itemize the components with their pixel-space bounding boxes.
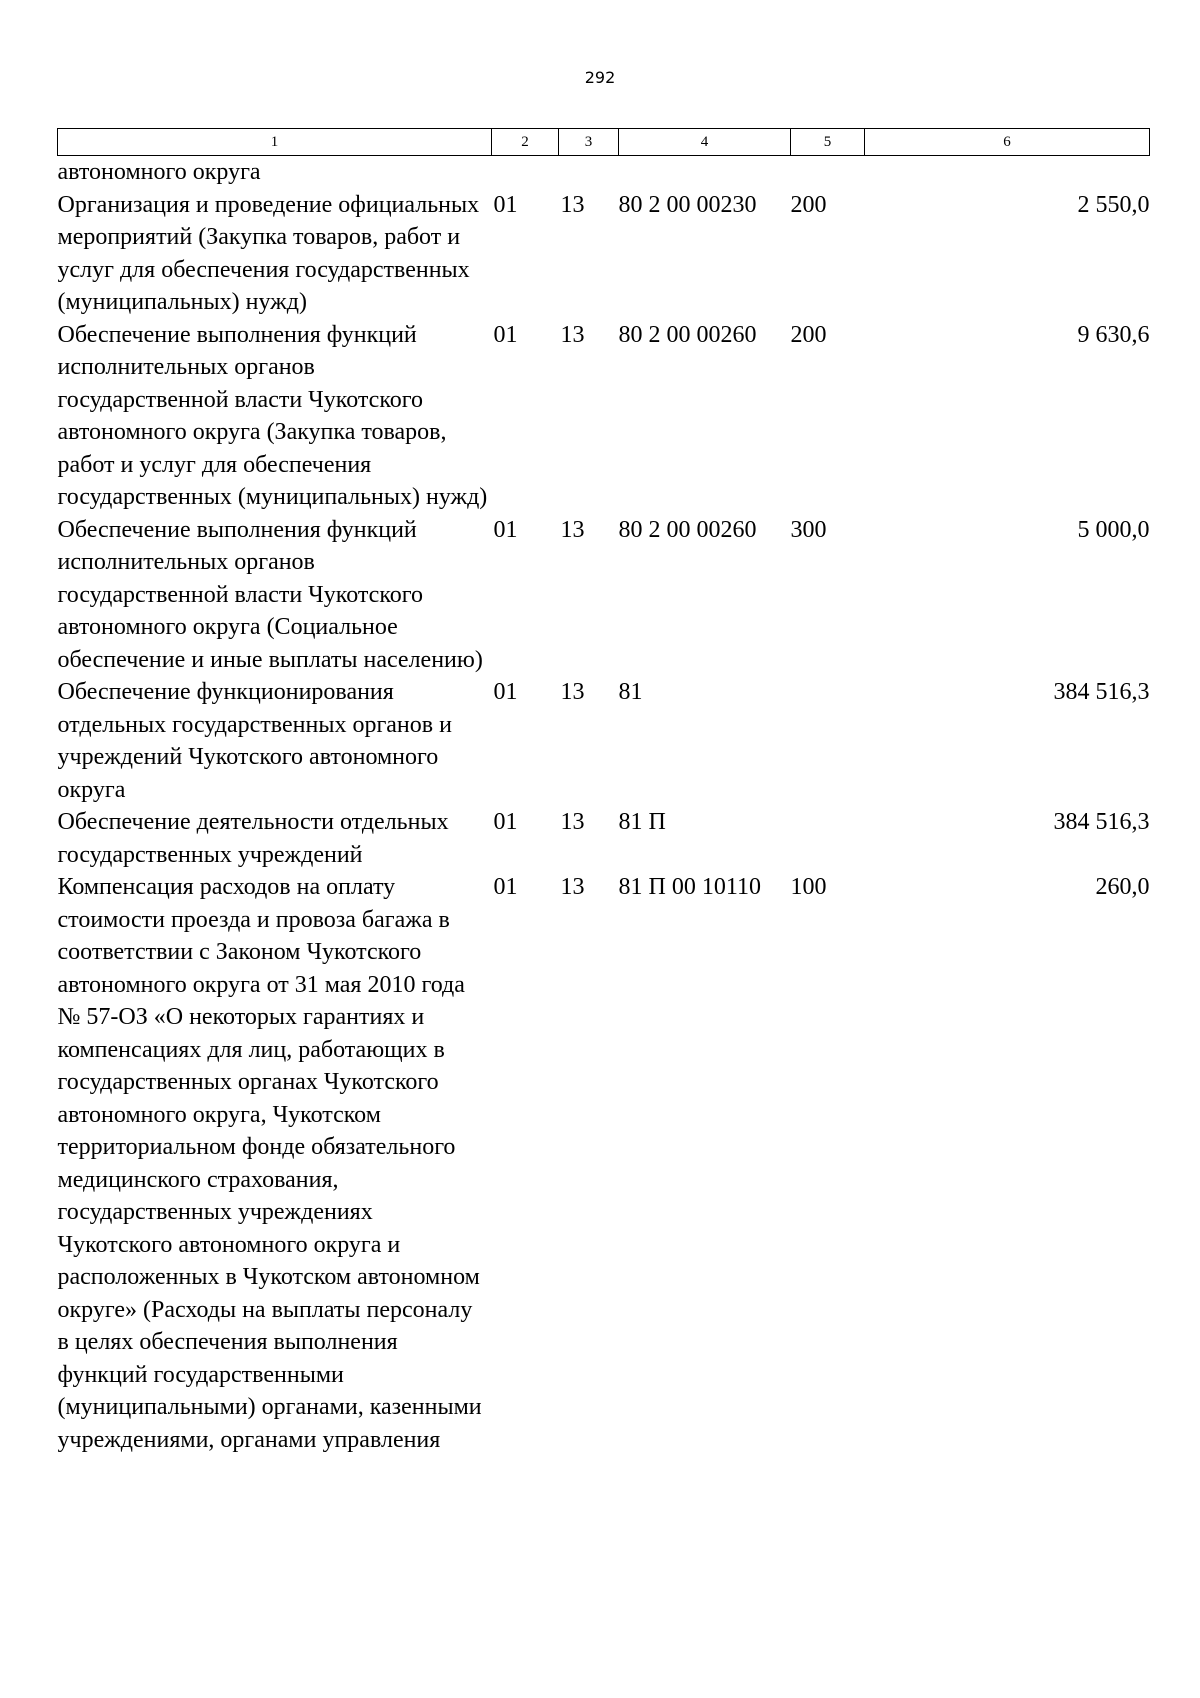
row-subsection: 13 [560, 874, 585, 900]
table-row [58, 189, 1150, 319]
row-target-article [619, 156, 791, 189]
row-amount: 384 516,3 [1053, 809, 1150, 835]
row-amount: 5 000,0 [1077, 516, 1150, 543]
table-header-row [58, 129, 1150, 156]
row-section [492, 156, 559, 189]
budget-table [57, 128, 1150, 1456]
row-name: Обеспечение выполнения функций исполнительных органов государственной власти Чукотского автономного округа (Социальное обеспечение и иные выплаты населению) [57, 516, 483, 673]
column-header-6: 6 [865, 129, 1150, 156]
row-subsection [559, 156, 619, 189]
row-expense-type: 200 [790, 321, 827, 348]
row-name: автономного округа [57, 159, 261, 185]
row-target-article: 80 2 00 00230 [618, 191, 757, 218]
column-header-5: 5 [791, 129, 865, 156]
row-subsection: 13 [560, 191, 585, 218]
table-row [58, 806, 1150, 871]
row-expense-type: 100 [790, 874, 827, 900]
row-subsection: 13 [560, 516, 585, 543]
row-expense-type [791, 806, 865, 871]
table-row [58, 676, 1150, 806]
row-amount: 9 630,6 [1077, 321, 1150, 348]
row-target-article: 81 П [618, 809, 666, 835]
row-target-article: 80 2 00 00260 [618, 321, 757, 348]
row-section: 01 [493, 191, 518, 218]
row-name: Организация и проведение официальных мероприятий (Закупка товаров, работ и услуг для обеспечения государственных (муниципальных) нужд) [57, 191, 480, 315]
row-section: 01 [493, 679, 518, 705]
row-target-article: 81 [618, 679, 643, 705]
page-number: 292 [584, 68, 616, 87]
row-name: Обеспечение функционирования отдельных государственных органов и учреждений Чукотского автономного округа [57, 679, 452, 803]
row-expense-type [791, 676, 865, 806]
row-amount: 260,0 [1095, 874, 1150, 900]
row-target-article: 81 П 00 10110 [618, 874, 761, 900]
row-section: 01 [493, 809, 518, 835]
row-amount [865, 156, 1150, 189]
row-section: 01 [493, 874, 518, 900]
column-header-3: 3 [559, 129, 619, 156]
row-section: 01 [493, 321, 518, 348]
row-subsection: 13 [560, 679, 585, 705]
row-expense-type: 200 [790, 191, 827, 218]
row-subsection: 13 [560, 809, 585, 835]
row-amount: 384 516,3 [1053, 679, 1150, 705]
column-header-1: 1 [58, 129, 492, 156]
table-row [58, 156, 1150, 189]
row-target-article: 80 2 00 00260 [618, 516, 757, 543]
table-row [58, 871, 1150, 1456]
row-subsection: 13 [560, 321, 585, 348]
table-row [58, 514, 1150, 677]
row-name: Обеспечение выполнения функций исполнительных органов государственной власти Чукотского автономного округа (Закупка товаров, работ и услуг для обеспечения государственных (муниципальных) нужд) [57, 321, 488, 510]
row-name: Обеспечение деятельности отдельных государственных учреждений [57, 809, 449, 868]
row-section: 01 [493, 516, 518, 543]
row-amount: 2 550,0 [1077, 191, 1150, 218]
row-name: Компенсация расходов на оплату стоимости проезда и провоза багажа в соответствии с Законом Чукотского автономного округа от 31 мая 2010 года № 57-ОЗ «О некоторых гарантиях и компенсациях для лиц, работающих в государственных органах Чукотского автономного округа, Чукотском территориальном фонде обязательного медицинского страхования, государственных учреждениях Чукотского автономного округа и расположенных в Чукотском автономном округе» (Расходы на выплаты персоналу в целях обеспечения выполнения функций государственными (муниципальными) органами, казенными учреждениями, органами управления [57, 874, 482, 1453]
row-expense-type [791, 156, 865, 189]
column-header-4: 4 [619, 129, 791, 156]
column-header-2: 2 [492, 129, 559, 156]
row-expense-type: 300 [790, 516, 827, 543]
table-row [58, 319, 1150, 514]
